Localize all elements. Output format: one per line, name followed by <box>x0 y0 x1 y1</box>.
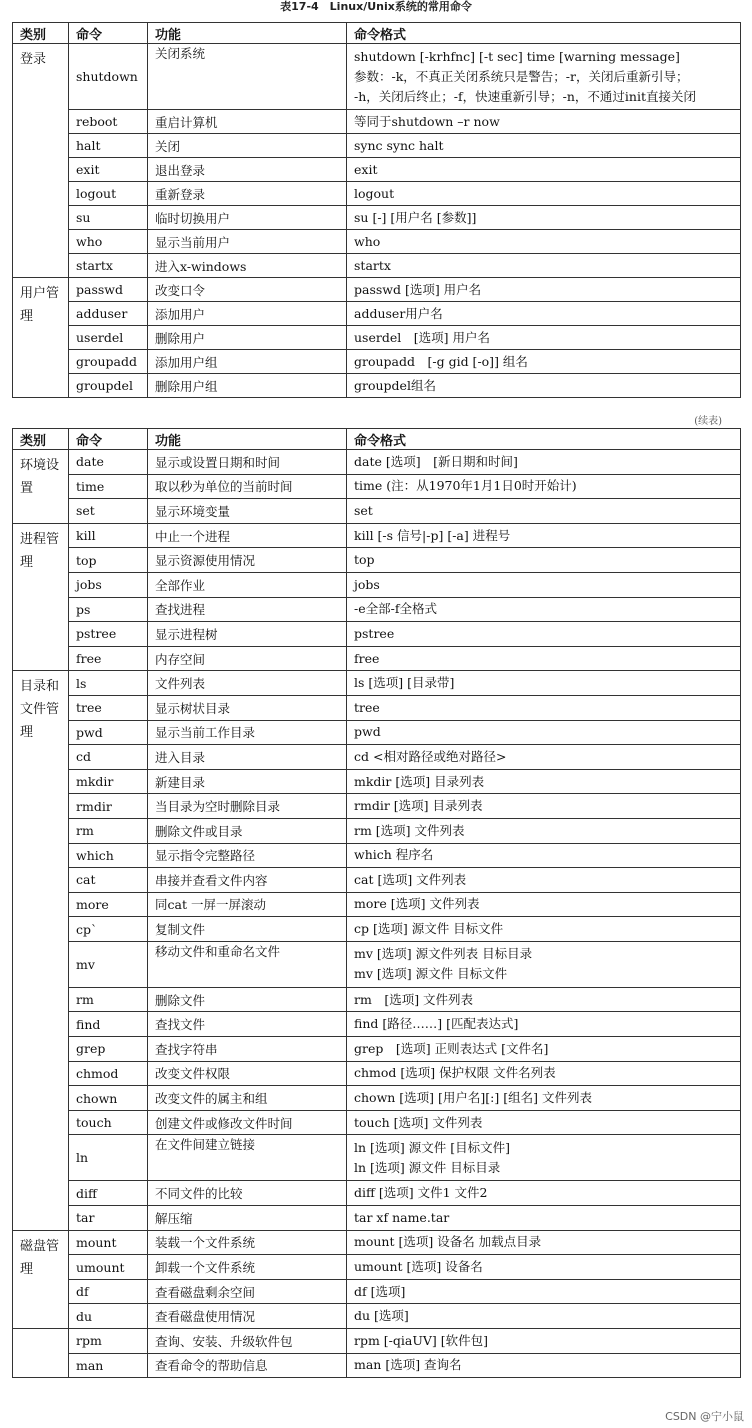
table-row <box>13 818 741 843</box>
table-row <box>13 1304 741 1329</box>
table-row <box>13 1012 741 1037</box>
function-cell: 重新登录 <box>148 182 347 206</box>
command-cell: find <box>69 1012 148 1037</box>
command-cell: tree <box>69 695 148 720</box>
table-row <box>13 1135 741 1181</box>
command-cell: du <box>69 1304 148 1329</box>
command-cell: halt <box>69 134 148 158</box>
function-cell: 新建目录 <box>148 769 347 794</box>
format-cell <box>347 278 741 302</box>
table-row <box>13 695 741 720</box>
function-cell: 删除用户 <box>148 326 347 350</box>
command-cell: ln <box>69 1135 148 1181</box>
format-line: startx <box>354 257 391 273</box>
table-row <box>13 1110 741 1135</box>
table-row <box>13 548 741 573</box>
format-line: sync sync halt <box>354 137 444 153</box>
command-cell: grep <box>69 1037 148 1062</box>
format-line: df [选项] <box>354 1283 406 1299</box>
format-cell <box>347 326 741 350</box>
format-line: more [选项] 文件列表 <box>354 896 480 912</box>
format-cell <box>347 987 741 1012</box>
format-cell <box>347 350 741 374</box>
table-row <box>13 523 741 548</box>
command-cell: reboot <box>69 110 148 134</box>
header-category: 类别 <box>13 23 69 44</box>
category-cell: 目录和文件管理 <box>13 671 69 1230</box>
command-cell: mkdir <box>69 769 148 794</box>
format-line: passwd [选项] 用户名 <box>354 281 482 297</box>
function-cell: 取以秒为单位的当前时间 <box>148 474 347 499</box>
format-line: ls [选项] [目录带] <box>354 675 455 691</box>
format-line: top <box>354 552 375 568</box>
format-cell <box>347 720 741 745</box>
format-line: ln [选项] 源文件 [目标文件] <box>354 1139 510 1155</box>
format-line: ln [选项] 源文件 目标目录 <box>354 1159 501 1175</box>
category-cell <box>13 1329 69 1378</box>
function-cell: 复制文件 <box>148 917 347 942</box>
format-cell <box>347 671 741 696</box>
header-category: 类别 <box>13 429 69 450</box>
table-row <box>13 987 741 1012</box>
format-line: tar xf name.tar <box>354 1209 450 1225</box>
function-cell: 查找字符串 <box>148 1037 347 1062</box>
format-line: diff [选项] 文件1 文件2 <box>354 1185 488 1201</box>
table-row <box>13 720 741 745</box>
header-command: 命令 <box>69 429 148 450</box>
format-cell <box>347 1037 741 1062</box>
format-cell <box>347 1135 741 1181</box>
format-line: jobs <box>354 576 380 592</box>
function-cell: 全部作业 <box>148 572 347 597</box>
command-cell: rm <box>69 987 148 1012</box>
format-line: rm [选项] 文件列表 <box>354 991 474 1007</box>
format-cell <box>347 1086 741 1111</box>
format-cell <box>347 1353 741 1378</box>
command-cell: umount <box>69 1255 148 1280</box>
table-row <box>13 110 741 134</box>
table-row <box>13 158 741 182</box>
command-cell: startx <box>69 254 148 278</box>
command-cell: mount <box>69 1230 148 1255</box>
category-cell: 环境设置 <box>13 450 69 524</box>
table-row <box>13 794 741 819</box>
format-cell <box>347 572 741 597</box>
format-cell <box>347 917 741 942</box>
format-line: set <box>354 502 373 518</box>
function-cell: 显示树状目录 <box>148 695 347 720</box>
table-row <box>13 44 741 110</box>
table-row <box>13 1230 741 1255</box>
format-line: -h，关闭后终止；-f，快速重新引导；-n，不通过init直接关闭 <box>354 88 696 104</box>
format-cell <box>347 868 741 893</box>
format-cell <box>347 1012 741 1037</box>
format-cell <box>347 523 741 548</box>
format-cell <box>347 206 741 230</box>
format-cell <box>347 182 741 206</box>
command-cell: adduser <box>69 302 148 326</box>
function-cell: 移动文件和重命名文件 <box>148 941 347 987</box>
function-cell: 改变文件的属主和组 <box>148 1086 347 1111</box>
command-cell: time <box>69 474 148 499</box>
table-row <box>13 474 741 499</box>
command-cell: top <box>69 548 148 573</box>
function-cell: 内存空间 <box>148 646 347 671</box>
table-row <box>13 1086 741 1111</box>
category-cell: 登录 <box>13 44 69 278</box>
table-row <box>13 326 741 350</box>
table-row <box>13 206 741 230</box>
format-line: logout <box>354 185 395 201</box>
format-cell <box>347 1061 741 1086</box>
command-cell: touch <box>69 1110 148 1135</box>
format-line: shutdown [-krhfnc] [-t sec] time [warning message] <box>354 48 680 64</box>
function-cell: 删除文件或目录 <box>148 818 347 843</box>
table-row <box>13 1255 741 1280</box>
format-cell <box>347 597 741 622</box>
table-row <box>13 671 741 696</box>
format-line: rmdir [选项] 目录列表 <box>354 798 483 814</box>
format-line: free <box>354 650 380 666</box>
command-cell: jobs <box>69 572 148 597</box>
table-row <box>13 1037 741 1062</box>
command-cell: man <box>69 1353 148 1378</box>
table-row <box>13 1353 741 1378</box>
command-cell: chmod <box>69 1061 148 1086</box>
format-line: rpm [-qiaUV] [软件包] <box>354 1332 489 1348</box>
format-line: pwd <box>354 724 381 740</box>
format-line: rm [选项] 文件列表 <box>354 822 465 838</box>
format-cell <box>347 818 741 843</box>
table-row <box>13 278 741 302</box>
command-cell: which <box>69 843 148 868</box>
category-cell: 用户管理 <box>13 278 69 398</box>
table-row <box>13 597 741 622</box>
format-line: userdel [选项] 用户名 <box>354 329 490 345</box>
command-cell: passwd <box>69 278 148 302</box>
format-cell <box>347 646 741 671</box>
format-line: adduser用户名 <box>354 305 443 321</box>
category-cell: 进程管理 <box>13 523 69 671</box>
format-cell <box>347 1181 741 1206</box>
table-row <box>13 769 741 794</box>
command-cell: rpm <box>69 1329 148 1354</box>
format-line: -e全部-f全格式 <box>354 601 437 617</box>
table-row <box>13 499 741 524</box>
command-cell: logout <box>69 182 148 206</box>
function-cell: 进入目录 <box>148 745 347 770</box>
function-cell: 关闭系统 <box>148 44 347 110</box>
format-cell <box>347 1110 741 1135</box>
command-cell: df <box>69 1279 148 1304</box>
function-cell: 临时切换用户 <box>148 206 347 230</box>
command-cell: chown <box>69 1086 148 1111</box>
function-cell: 解压缩 <box>148 1206 347 1231</box>
function-cell: 删除用户组 <box>148 374 347 398</box>
header-format: 命令格式 <box>347 429 741 450</box>
command-cell: rm <box>69 818 148 843</box>
format-cell <box>347 450 741 475</box>
format-line: 参数：-k，不真正关闭系统只是警告；-r，关闭后重新引导； <box>354 68 689 84</box>
function-cell: 显示进程树 <box>148 622 347 647</box>
format-line: groupdel组名 <box>354 377 436 393</box>
table-row <box>13 572 741 597</box>
format-line: 等同于shutdown –r now <box>354 113 500 129</box>
table-row <box>13 302 741 326</box>
table-row <box>13 1279 741 1304</box>
function-cell: 串接并查看文件内容 <box>148 868 347 893</box>
format-line: mount [选项] 设备名 加载点目录 <box>354 1234 542 1250</box>
table-row <box>13 254 741 278</box>
format-cell <box>347 44 741 110</box>
command-cell: cat <box>69 868 148 893</box>
table-row <box>13 450 741 475</box>
table-row <box>13 1329 741 1354</box>
table-row <box>13 230 741 254</box>
function-cell: 显示或设置日期和时间 <box>148 450 347 475</box>
table-row <box>13 745 741 770</box>
category-cell: 磁盘管理 <box>13 1230 69 1328</box>
command-cell: su <box>69 206 148 230</box>
format-cell <box>347 499 741 524</box>
header-function: 功能 <box>148 23 347 44</box>
function-cell: 查找文件 <box>148 1012 347 1037</box>
command-cell: tar <box>69 1206 148 1231</box>
format-cell <box>347 1279 741 1304</box>
format-cell <box>347 474 741 499</box>
function-cell: 在文件间建立链接 <box>148 1135 347 1181</box>
function-cell: 查看磁盘剩余空间 <box>148 1279 347 1304</box>
command-cell: rmdir <box>69 794 148 819</box>
format-line: cat [选项] 文件列表 <box>354 871 467 887</box>
function-cell: 关闭 <box>148 134 347 158</box>
function-cell: 同cat 一屏一屏滚动 <box>148 892 347 917</box>
command-cell: cd <box>69 745 148 770</box>
table-row <box>13 1061 741 1086</box>
command-cell: shutdown <box>69 44 148 110</box>
function-cell: 查看磁盘使用情况 <box>148 1304 347 1329</box>
format-line: cp [选项] 源文件 目标文件 <box>354 921 504 937</box>
format-line: chmod [选项] 保护权限 文件名列表 <box>354 1065 556 1081</box>
function-cell: 显示当前用户 <box>148 230 347 254</box>
function-cell: 重启计算机 <box>148 110 347 134</box>
table-row <box>13 350 741 374</box>
function-cell: 改变文件权限 <box>148 1061 347 1086</box>
format-line: mv [选项] 源文件 目标文件 <box>354 966 508 982</box>
function-cell: 装载一个文件系统 <box>148 1230 347 1255</box>
format-cell <box>347 1230 741 1255</box>
format-cell <box>347 158 741 182</box>
watermark: CSDN @宁小鼠 <box>665 1410 744 1423</box>
header-row <box>13 23 741 44</box>
commands-table-1 <box>12 22 741 398</box>
table-row <box>13 941 741 987</box>
format-cell <box>347 134 741 158</box>
header-format: 命令格式 <box>347 23 741 44</box>
function-cell: 查看命令的帮助信息 <box>148 1353 347 1378</box>
function-cell: 当目录为空时删除目录 <box>148 794 347 819</box>
format-line: touch [选项] 文件列表 <box>354 1114 483 1130</box>
header-command: 命令 <box>69 23 148 44</box>
format-line: kill [-s 信号|-p] [-a] 进程号 <box>354 527 511 543</box>
function-cell: 显示当前工作目录 <box>148 720 347 745</box>
format-cell <box>347 622 741 647</box>
format-line: which 程序名 <box>354 847 434 863</box>
format-cell <box>347 745 741 770</box>
command-cell: diff <box>69 1181 148 1206</box>
command-cell: ps <box>69 597 148 622</box>
command-cell: who <box>69 230 148 254</box>
format-cell <box>347 254 741 278</box>
format-cell <box>347 1304 741 1329</box>
format-line: grep [选项] 正则表达式 [文件名] <box>354 1040 549 1056</box>
format-line: who <box>354 233 381 249</box>
function-cell: 添加用户 <box>148 302 347 326</box>
format-line: groupadd [-g gid [-o]] 组名 <box>354 353 528 369</box>
format-cell <box>347 843 741 868</box>
format-cell <box>347 794 741 819</box>
command-cell: groupadd <box>69 350 148 374</box>
format-cell <box>347 110 741 134</box>
command-cell: date <box>69 450 148 475</box>
format-cell <box>347 941 741 987</box>
format-cell <box>347 892 741 917</box>
format-cell <box>347 548 741 573</box>
format-line: pstree <box>354 625 395 641</box>
function-cell: 创建文件或修改文件时间 <box>148 1110 347 1135</box>
format-line: su [-] [用户名 [参数]] <box>354 209 477 225</box>
format-line: tree <box>354 699 380 715</box>
table-row <box>13 843 741 868</box>
header-function: 功能 <box>148 429 347 450</box>
function-cell: 中止一个进程 <box>148 523 347 548</box>
format-line: du [选项] <box>354 1308 409 1324</box>
command-cell: mv <box>69 941 148 987</box>
format-cell <box>347 374 741 398</box>
continued-label: (续表) <box>694 416 722 427</box>
command-cell: ls <box>69 671 148 696</box>
table-row <box>13 917 741 942</box>
header-row <box>13 429 741 450</box>
table-title: 表17-4 Linux/Unix系统的常用命令 <box>280 0 472 13</box>
command-cell: more <box>69 892 148 917</box>
command-cell: userdel <box>69 326 148 350</box>
command-cell: pstree <box>69 622 148 647</box>
format-cell <box>347 695 741 720</box>
function-cell: 显示资源使用情况 <box>148 548 347 573</box>
command-cell: exit <box>69 158 148 182</box>
format-line: mkdir [选项] 目录列表 <box>354 773 485 789</box>
format-cell <box>347 1206 741 1231</box>
command-cell: groupdel <box>69 374 148 398</box>
commands-table-2 <box>12 428 741 1378</box>
command-cell: kill <box>69 523 148 548</box>
table-row <box>13 646 741 671</box>
function-cell: 退出登录 <box>148 158 347 182</box>
format-line: exit <box>354 161 378 177</box>
table-row <box>13 182 741 206</box>
command-cell: cp` <box>69 917 148 942</box>
function-cell: 显示环境变量 <box>148 499 347 524</box>
format-line: time (注：从1970年1月1日0时开始计) <box>354 478 577 494</box>
function-cell: 查找进程 <box>148 597 347 622</box>
format-cell <box>347 1329 741 1354</box>
table-row <box>13 868 741 893</box>
function-cell: 改变口令 <box>148 278 347 302</box>
function-cell: 删除文件 <box>148 987 347 1012</box>
command-cell: set <box>69 499 148 524</box>
table-row <box>13 134 741 158</box>
function-cell: 文件列表 <box>148 671 347 696</box>
function-cell: 添加用户组 <box>148 350 347 374</box>
format-line: cd <相对路径或绝对路径> <box>354 748 507 764</box>
function-cell: 进入x-windows <box>148 254 347 278</box>
format-cell <box>347 230 741 254</box>
function-cell: 显示指令完整路径 <box>148 843 347 868</box>
function-cell: 不同文件的比较 <box>148 1181 347 1206</box>
format-cell <box>347 302 741 326</box>
format-line: mv [选项] 源文件列表 目标目录 <box>354 946 533 962</box>
table-row <box>13 892 741 917</box>
format-line: date [选项] [新日期和时间] <box>354 453 518 469</box>
function-cell: 查询、安装、升级软件包 <box>148 1329 347 1354</box>
format-line: chown [选项] [用户名][:] [组名] 文件列表 <box>354 1090 592 1106</box>
table-row <box>13 374 741 398</box>
format-cell <box>347 1255 741 1280</box>
table-row <box>13 1206 741 1231</box>
format-line: man [选项] 查询名 <box>354 1357 462 1373</box>
table-row <box>13 622 741 647</box>
command-cell: pwd <box>69 720 148 745</box>
format-line: find [路径……] [匹配表达式] <box>354 1016 519 1032</box>
table-row <box>13 1181 741 1206</box>
command-cell: free <box>69 646 148 671</box>
format-cell <box>347 769 741 794</box>
function-cell: 卸载一个文件系统 <box>148 1255 347 1280</box>
format-line: umount [选项] 设备名 <box>354 1259 483 1275</box>
